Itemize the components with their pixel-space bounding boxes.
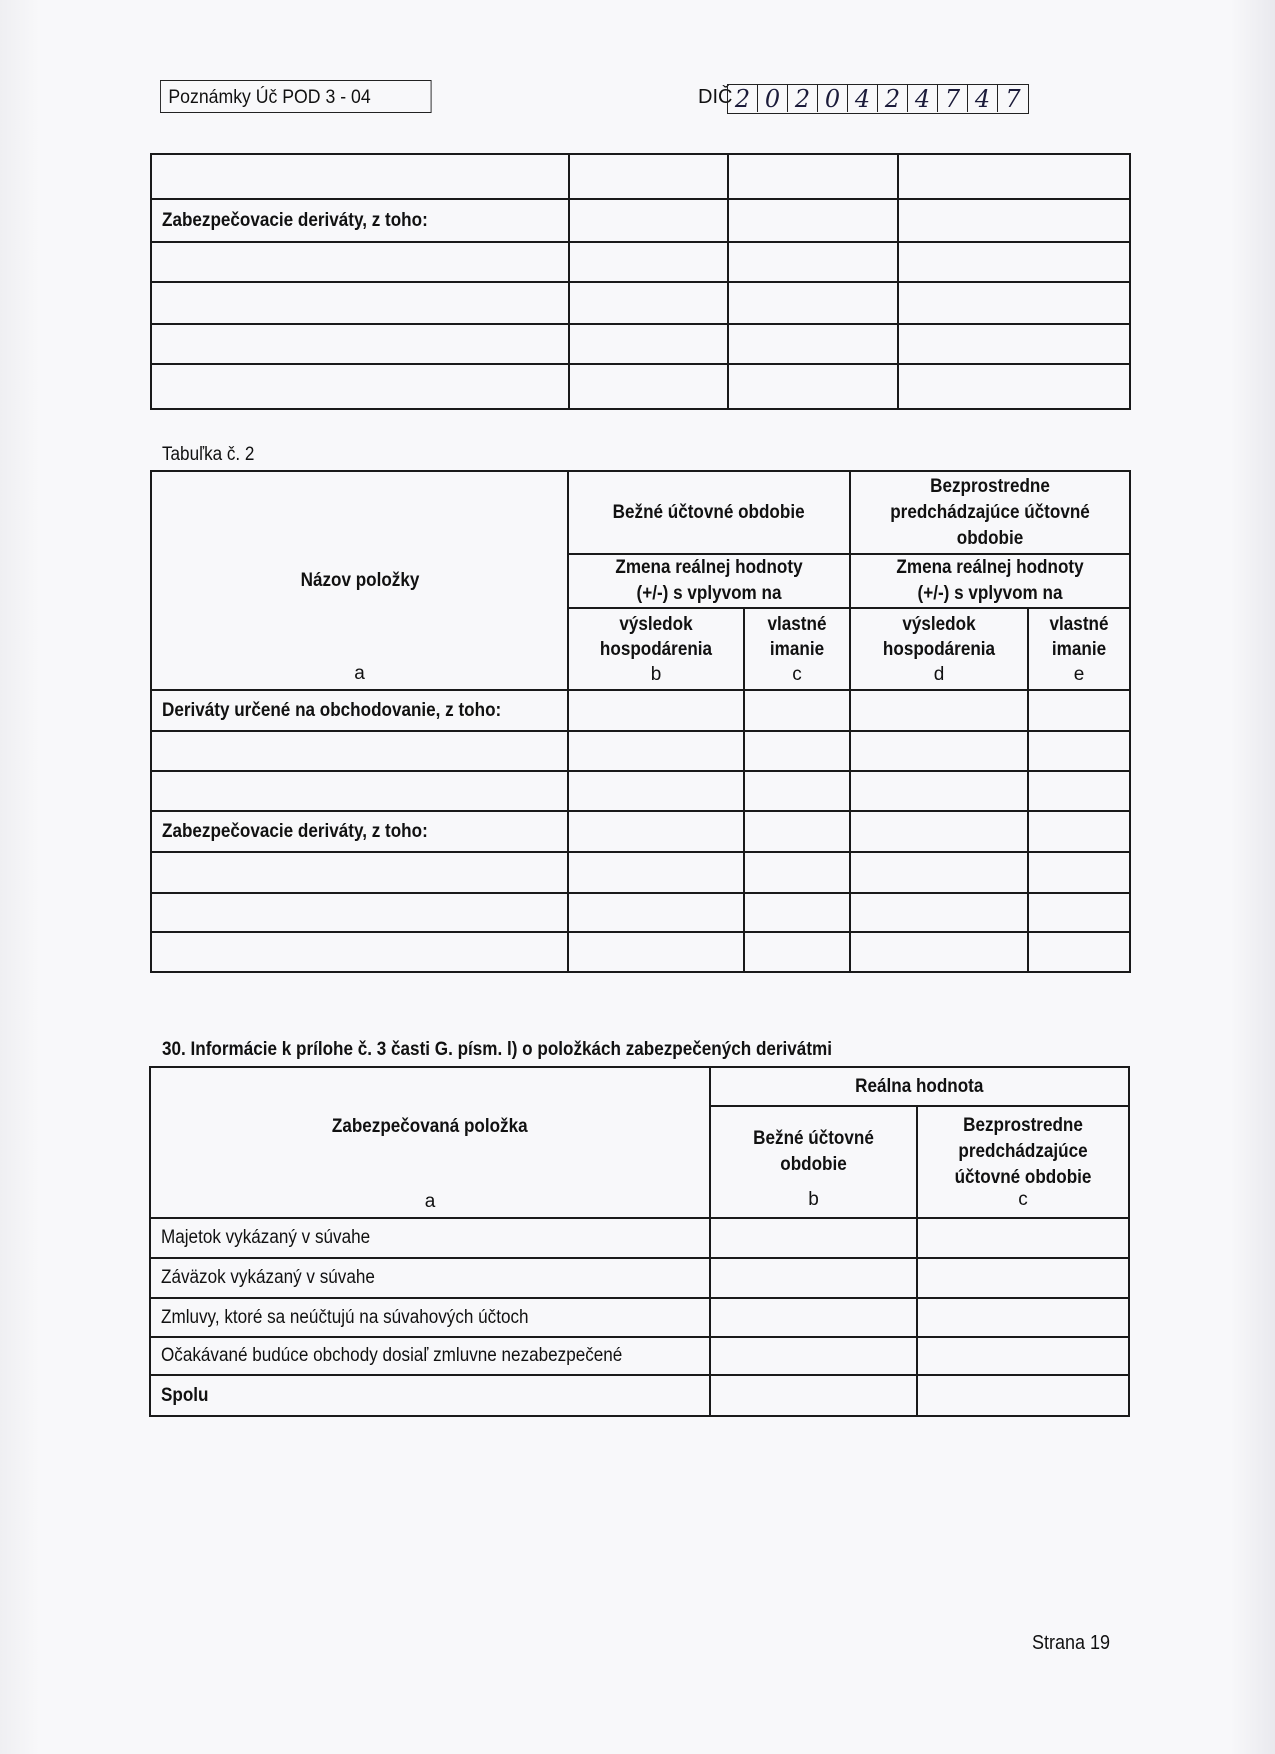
dic-digit: 7 xyxy=(938,85,968,112)
row-label: Očakávané budúce obchody dosiaľ zmluvne nezabezpečené xyxy=(150,1337,710,1375)
table-row xyxy=(151,932,1130,972)
col-letter-c: c xyxy=(1018,1189,1028,1210)
table-row xyxy=(151,242,1130,282)
table-row xyxy=(151,811,1130,852)
dic-digit: 0 xyxy=(758,85,788,112)
dic-digit: 2 xyxy=(728,85,758,112)
table-row xyxy=(151,199,1130,242)
table-row xyxy=(150,1218,1129,1258)
dic-digit: 4 xyxy=(968,85,998,112)
col-header-current-period: Bežné účtovné obdobie b xyxy=(710,1106,917,1218)
col-letter-a: a xyxy=(354,663,365,684)
col-header-result-d: výsledok hospodárenia d xyxy=(850,608,1028,690)
table-row xyxy=(150,1298,1129,1337)
dic-digit: 4 xyxy=(848,85,878,112)
col-header-name: Názov položky a xyxy=(151,471,568,690)
table-row xyxy=(151,690,1130,731)
col-header-fair-value: Reálna hodnota xyxy=(710,1067,1129,1106)
col-letter-c: c xyxy=(792,663,802,685)
table-hedged-items xyxy=(149,1066,1130,1417)
dic-digit: 4 xyxy=(908,85,938,112)
table-row xyxy=(151,324,1130,364)
table-row xyxy=(151,154,1130,199)
dic-digit: 2 xyxy=(878,85,908,112)
form-label-box xyxy=(160,80,432,113)
row-label-total: Spolu xyxy=(150,1375,710,1416)
table2-caption: Tabuľka č. 2 xyxy=(162,444,255,465)
dic-label: DIČ xyxy=(698,86,733,108)
col-header-current-period: Bežné účtovné obdobie xyxy=(568,471,850,554)
table-row xyxy=(151,893,1130,932)
col-header-equity-c: vlastné imanie c xyxy=(744,608,850,690)
table-fair-value-changes xyxy=(150,470,1131,973)
col-header-hedged-item: Zabezpečovaná položka a xyxy=(150,1067,710,1218)
col-header-result-b: výsledok hospodárenia b xyxy=(568,608,744,690)
dic-field xyxy=(727,84,1029,114)
row-label: Zmluvy, ktoré sa neúčtujú na súvahových účtoch xyxy=(150,1298,710,1337)
form-label: Poznámky Úč POD 3 - 04 xyxy=(168,87,371,108)
table-row xyxy=(151,364,1130,409)
page-number: Strana 19 xyxy=(1032,1632,1111,1654)
col-letter-d: d xyxy=(933,663,945,685)
table-row xyxy=(151,282,1130,324)
col-letter-b: b xyxy=(808,1189,819,1210)
table-row xyxy=(150,1337,1129,1375)
table-hedging-continuation xyxy=(150,153,1131,410)
col-letter-b: b xyxy=(650,663,662,685)
col-header-previous-period: Bezprostredne predchádzajúce účtovné obdobie xyxy=(850,471,1130,554)
dic-digit: 7 xyxy=(1005,85,1021,113)
dic-digit: 2 xyxy=(788,85,818,112)
col-header-previous-period: Bezprostredne predchádzajúce účtovné obdobie c xyxy=(917,1106,1129,1218)
table-row xyxy=(151,731,1130,771)
row-label: Majetok vykázaný v súvahe xyxy=(150,1218,710,1258)
col-header-change-previous: Zmena reálnej hodnoty (+/-) s vplyvom na xyxy=(850,554,1130,608)
table-row xyxy=(151,852,1130,893)
col-letter-e: e xyxy=(1073,663,1085,685)
col-letter-a: a xyxy=(424,1191,436,1212)
table-row xyxy=(150,1375,1129,1416)
table-row xyxy=(151,771,1130,811)
section30-title: 30. Informácie k prílohe č. 3 časti G. písm. l) o položkách zabezpečených derivátmi xyxy=(162,1039,832,1060)
col-header-equity-e: vlastné imanie e xyxy=(1028,608,1130,690)
col-header-change-current: Zmena reálnej hodnoty (+/-) s vplyvom na xyxy=(568,554,850,608)
row-label-hedging: Zabezpečovacie deriváty, z toho: xyxy=(151,199,569,242)
dic-digit: 0 xyxy=(818,85,848,112)
row-label: Záväzok vykázaný v súvahe xyxy=(150,1258,710,1298)
row-label-trading: Deriváty určené na obchodovanie, z toho: xyxy=(151,690,568,731)
row-label-hedging: Zabezpečovacie deriváty, z toho: xyxy=(151,811,568,852)
table-row xyxy=(150,1258,1129,1298)
